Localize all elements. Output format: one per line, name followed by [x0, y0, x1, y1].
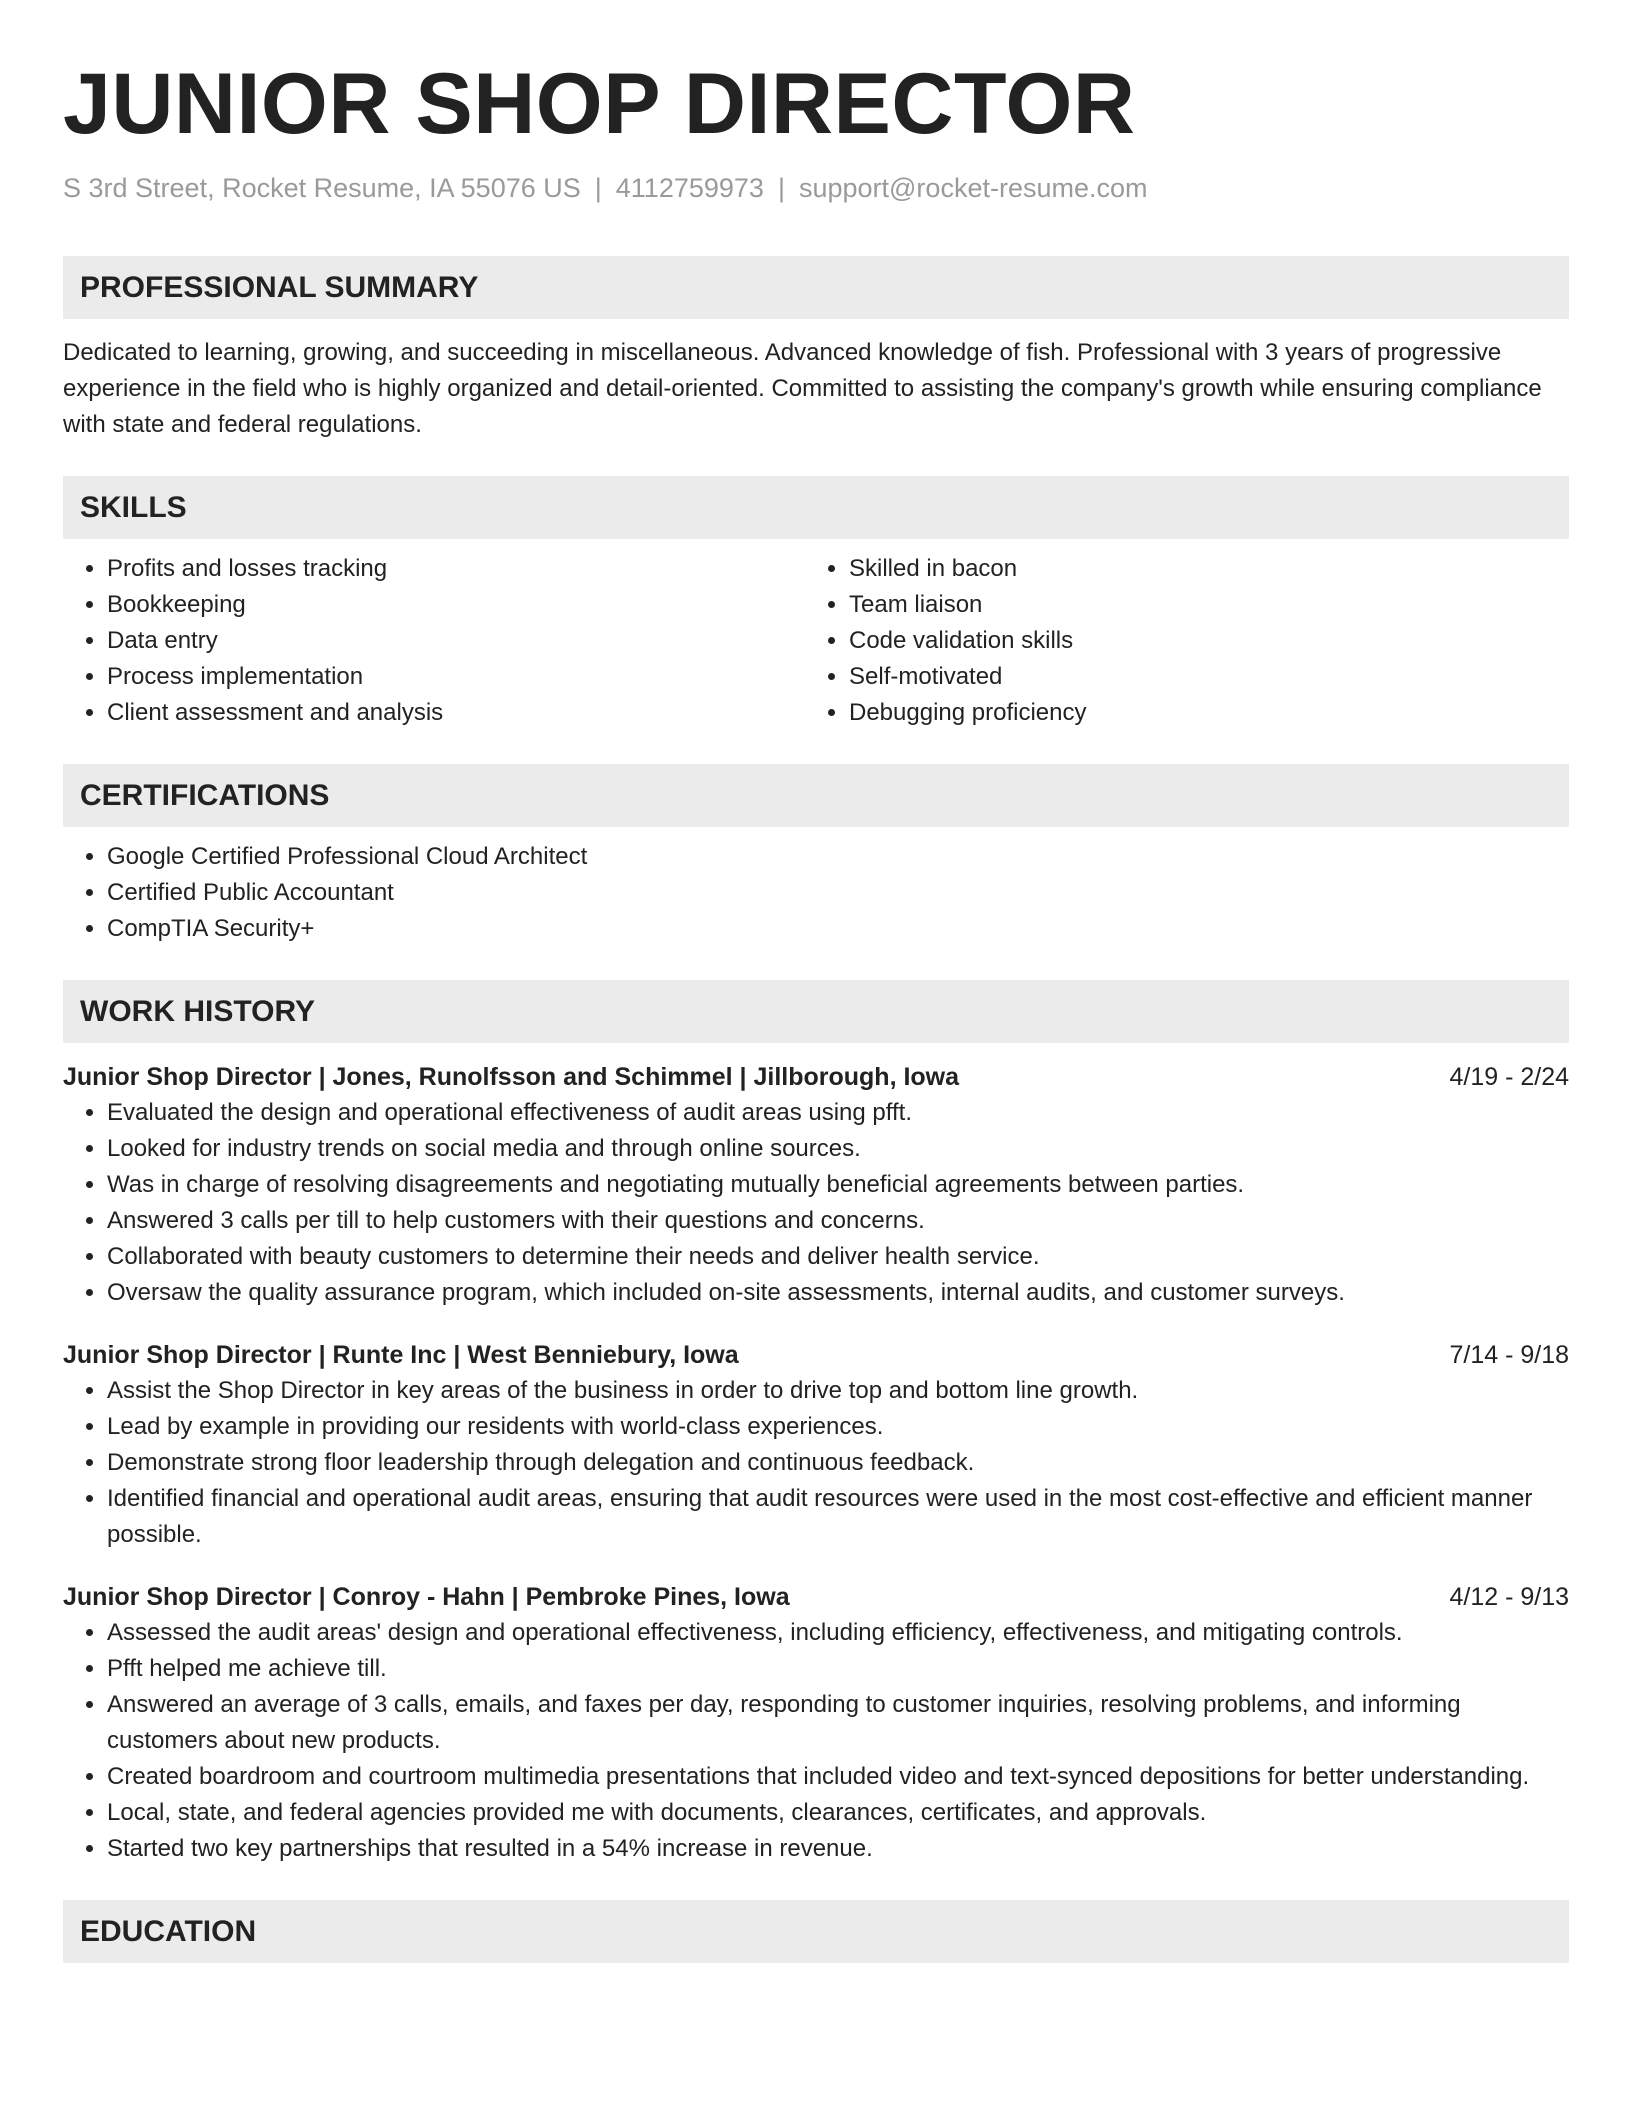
job-title: Junior Shop Director | Conroy - Hahn | Pembroke Pines, Iowa	[63, 1583, 790, 1611]
contact-email: support@rocket-resume.com	[798, 173, 1148, 203]
job-header	[63, 1059, 1569, 1095]
skill-item: • Data entry	[107, 623, 805, 659]
job-bullet: • Local, state, and federal agencies provided me with documents, clearances, certificates, and approvals.	[107, 1795, 1569, 1831]
skills-left-column	[63, 551, 805, 731]
skill-item: • Bookkeeping	[107, 587, 805, 623]
job-bullet: • Lead by example in providing our residents with world-class experiences.	[107, 1409, 1569, 1445]
job-title: Junior Shop Director | Jones, Runolfsson and Schimmel | Jillborough, Iowa	[63, 1063, 960, 1091]
resume-title: JUNIOR SHOP DIRECTOR	[63, 56, 1136, 152]
contact-separator: |	[777, 173, 785, 203]
job-header	[63, 1579, 1569, 1615]
skills-left-list	[63, 551, 805, 731]
job-bullets	[63, 1373, 1569, 1553]
job-entry	[63, 1337, 1569, 1553]
job-bullet: • Answered 3 calls per till to help customers with their questions and concerns.	[107, 1203, 1569, 1239]
certifications-list	[63, 839, 1569, 947]
education-section	[63, 1900, 1569, 1963]
certification-item: • Certified Public Accountant	[107, 875, 1569, 911]
skill-item: • Client assessment and analysis	[107, 695, 805, 731]
job-bullet: • Started two key partnerships that resulted in a 54% increase in revenue.	[107, 1831, 1569, 1867]
job-bullet: • Assessed the audit areas' design and operational effectiveness, including efficiency, effectiveness, and mitigating controls.	[107, 1615, 1569, 1651]
job-title: Junior Shop Director | Runte Inc | West Benniebury, Iowa	[63, 1341, 739, 1369]
job-bullet: • Created boardroom and courtroom multimedia presentations that included video and text-synced depositions for better understanding.	[107, 1759, 1569, 1795]
section-header-summary: PROFESSIONAL SUMMARY	[63, 256, 1569, 319]
contact-address: S 3rd Street, Rocket Resume, IA 55076 US	[63, 173, 581, 203]
job-bullet: • Identified financial and operational audit areas, ensuring that audit resources were used in the most cost-effective and efficient manner possible.	[107, 1481, 1569, 1553]
section-header-education: EDUCATION	[63, 1900, 1569, 1963]
skill-item: • Skilled in bacon	[849, 551, 1547, 587]
job-bullet: • Assist the Shop Director in key areas of the business in order to drive top and bottom line growth.	[107, 1373, 1569, 1409]
job-bullet: • Looked for industry trends on social media and through online sources.	[107, 1131, 1569, 1167]
job-bullets	[63, 1095, 1569, 1311]
skill-item: • Process implementation	[107, 659, 805, 695]
job-dates: 7/14 - 9/18	[1449, 1341, 1569, 1369]
summary-text: Dedicated to learning, growing, and succeeding in miscellaneous. Advanced knowledge of fish. Professional with 3 years of progressive experience in the field who is highly organized and detail-oriented. Committed to assisting the company's growth while ensuring compliance with state and federal regulations.	[63, 339, 1542, 438]
skills-right-list	[805, 551, 1547, 731]
skill-item: • Profits and losses tracking	[107, 551, 805, 587]
skill-item: • Debugging proficiency	[849, 695, 1547, 731]
skills-right-column	[805, 551, 1547, 731]
summary-section	[63, 256, 1569, 443]
skills-section	[63, 476, 1569, 731]
skill-item: • Team liaison	[849, 587, 1547, 623]
contact-line	[63, 170, 1569, 206]
section-header-skills: SKILLS	[63, 476, 1569, 539]
job-dates: 4/19 - 2/24	[1449, 1063, 1569, 1091]
work-history-section	[63, 980, 1569, 1867]
certifications-section	[63, 764, 1569, 947]
section-header-work-history: WORK HISTORY	[63, 980, 1569, 1043]
job-bullet: • Collaborated with beauty customers to determine their needs and deliver health service.	[107, 1239, 1569, 1275]
job-bullet: • Answered an average of 3 calls, emails, and faxes per day, responding to customer inquiries, resolving problems, and informing customers about new products.	[107, 1687, 1569, 1759]
job-bullets	[63, 1615, 1569, 1867]
job-dates: 4/12 - 9/13	[1449, 1583, 1569, 1611]
contact-phone: 4112759973	[615, 173, 764, 203]
contact-separator: |	[594, 173, 602, 203]
skill-item: • Self-motivated	[849, 659, 1547, 695]
job-entry	[63, 1059, 1569, 1311]
job-bullet: • Pfft helped me achieve till.	[107, 1651, 1569, 1687]
job-bullet: • Oversaw the quality assurance program, which included on-site assessments, internal audits, and customer surveys.	[107, 1275, 1569, 1311]
skills-columns	[63, 551, 1569, 731]
job-entry	[63, 1579, 1569, 1867]
skill-item: • Code validation skills	[849, 623, 1547, 659]
job-bullet: • Demonstrate strong floor leadership through delegation and continuous feedback.	[107, 1445, 1569, 1481]
job-bullet: • Was in charge of resolving disagreements and negotiating mutually beneficial agreements between parties.	[107, 1167, 1569, 1203]
job-bullet: • Evaluated the design and operational effectiveness of audit areas using pfft.	[107, 1095, 1569, 1131]
job-header	[63, 1337, 1569, 1373]
certification-item: • Google Certified Professional Cloud Architect	[107, 839, 1569, 875]
certification-item: • CompTIA Security+	[107, 911, 1569, 947]
section-header-certifications: CERTIFICATIONS	[63, 764, 1569, 827]
